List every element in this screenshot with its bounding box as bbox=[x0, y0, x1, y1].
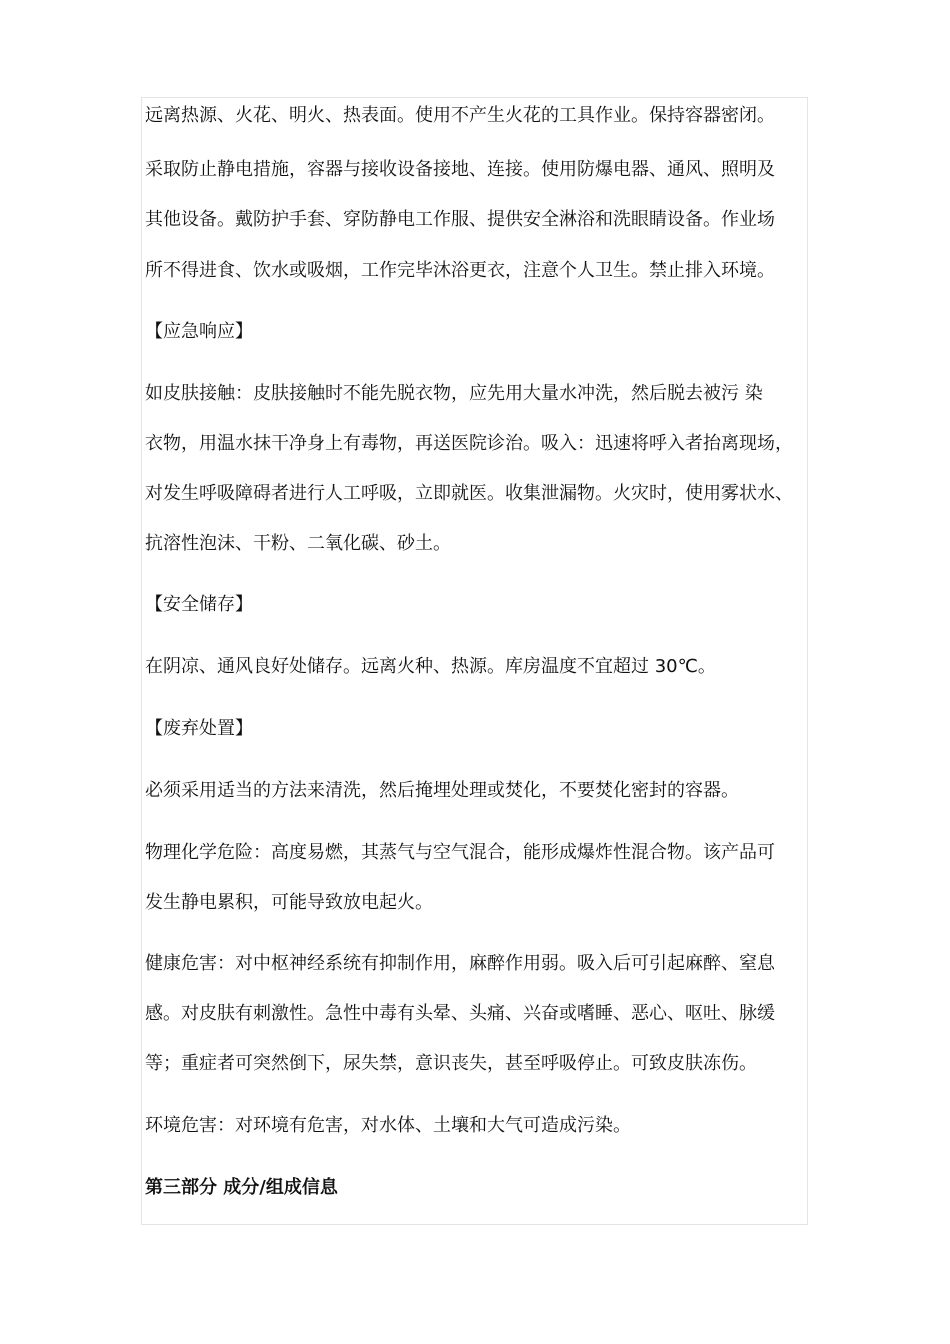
disposal-heading: 【废弃处置】 bbox=[145, 718, 253, 739]
storage-paragraph: 在阴凉、通风良好处储存。远离火种、热源。库房温度不宜超过 30℃。 bbox=[145, 656, 716, 677]
text-line: 采取防止静电措施，容器与接收设备接地、连接。使用防爆电器、通风、照明及 bbox=[145, 159, 775, 180]
text-line: 对发生呼吸障碍者进行人工呼吸，立即就医。收集泄漏物。火灾时，使用雾状水、 bbox=[145, 483, 793, 504]
text-line: 等；重症者可突然倒下，尿失禁，意识丧失，甚至呼吸停止。可致皮肤冻伤。 bbox=[145, 1053, 757, 1074]
text-line: 感。对皮肤有刺激性。急性中毒有头晕、头痛、兴奋或嗜睡、恶心、呕吐、脉缓 bbox=[145, 1003, 775, 1024]
environment-hazard-paragraph: 环境危害：对环境有危害，对水体、土壤和大气可造成污染。 bbox=[145, 1115, 631, 1136]
text-line: 衣物，用温水抹干净身上有毒物，再送医院诊治。吸入：迅速将呼入者抬离现场， bbox=[145, 433, 793, 454]
text-line: 健康危害：对中枢神经系统有抑制作用，麻醉作用弱。吸入后可引起麻醉、窒息 bbox=[145, 953, 775, 974]
emergency-heading: 【应急响应】 bbox=[145, 321, 253, 342]
text-line: 如皮肤接触：皮肤接触时不能先脱衣物，应先用大量水冲洗，然后脱去被污 染 bbox=[145, 383, 763, 404]
text-line: 远离热源、火花、明火、热表面。使用不产生火花的工具作业。保持容器密闭。 bbox=[145, 105, 775, 126]
disposal-paragraph: 必须采用适当的方法来清洗，然后掩埋处理或焚化，不要焚化密封的容器。 bbox=[145, 780, 739, 801]
text-line: 抗溶性泡沫、干粉、二氧化碳、砂土。 bbox=[145, 533, 451, 554]
text-line: 物理化学危险：高度易燃，其蒸气与空气混合，能形成爆炸性混合物。该产品可 bbox=[145, 842, 775, 863]
text-line: 所不得进食、饮水或吸烟，工作完毕沐浴更衣，注意个人卫生。禁止排入环境。 bbox=[145, 260, 775, 281]
storage-heading: 【安全储存】 bbox=[145, 594, 253, 615]
text-line: 其他设备。戴防护手套、穿防静电工作服、提供安全淋浴和洗眼睛设备。作业场 bbox=[145, 209, 775, 230]
section-three-title: 第三部分 成分/组成信息 bbox=[145, 1177, 338, 1198]
text-line: 发生静电累积，可能导致放电起火。 bbox=[145, 892, 433, 913]
